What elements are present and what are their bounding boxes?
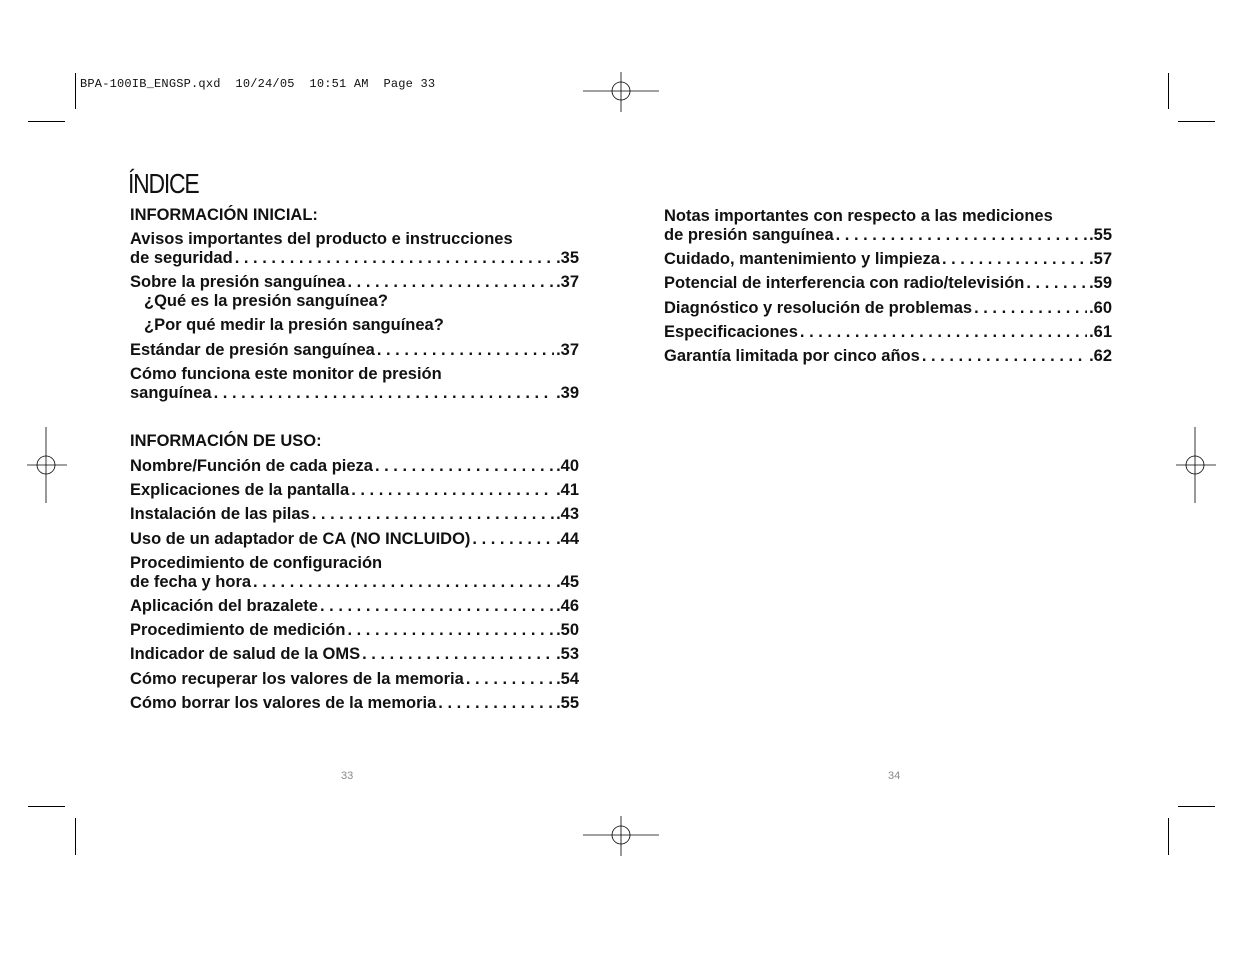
toc-entry-label: Procedimiento de medición [130, 621, 346, 639]
toc-entry[interactable] [130, 457, 579, 476]
toc-entry[interactable] [130, 554, 579, 592]
toc-entry-label: Cómo recuperar los valores de la memoria [130, 670, 464, 688]
toc-entry[interactable] [130, 597, 579, 616]
crop-mark [1178, 121, 1215, 122]
toc-entry-label: Cómo borrar los valores de la memoria [130, 694, 437, 712]
toc-entry-label: Nombre/Función de cada pieza [130, 457, 373, 475]
toc-entry-label: Sobre la presión sanguínea [130, 273, 346, 291]
print-slug: BPA-100IB_ENGSP.qxd 10/24/05 10:51 AM Page 33 [80, 77, 436, 91]
toc-entry-label: Estándar de presión sanguínea [130, 341, 375, 359]
toc-entry[interactable] [130, 505, 579, 524]
toc-entry[interactable] [130, 341, 579, 360]
toc-entry-label: Potencial de interferencia con radio/televisión [664, 274, 1025, 292]
toc-entry-label: Uso de un adaptador de CA (NO INCLUIDO) [130, 530, 471, 548]
toc-page-number: .60 [1089, 299, 1112, 317]
toc-entry-label: Aplicación del brazalete [130, 597, 318, 615]
toc-entry[interactable] [664, 323, 1112, 342]
toc-entry-label: de seguridad [130, 249, 233, 267]
toc-page-number: .62 [1089, 347, 1112, 365]
toc-entry-label: Diagnóstico y resolución de problemas [664, 299, 973, 317]
page-title: ÍNDICE [128, 168, 199, 199]
toc-page-number: .37 [556, 341, 579, 359]
toc-entry[interactable] [130, 481, 579, 500]
toc-page-number: .40 [556, 457, 579, 475]
registration-mark-top [583, 72, 659, 112]
toc-page-number: .61 [1089, 323, 1112, 341]
toc-entry-label: Garantía limitada por cinco años [664, 347, 920, 365]
crop-mark [75, 818, 76, 855]
section-heading: INFORMACIÓN DE USO: [130, 432, 322, 450]
toc-page-number: .46 [556, 597, 579, 615]
toc-page-number: .37 [556, 273, 579, 291]
page-number-left: 33 [341, 770, 354, 782]
registration-mark-right [1176, 427, 1216, 503]
toc-page-number: .54 [556, 670, 579, 688]
toc-entry-line: Cómo funciona este monitor de presión [130, 365, 442, 383]
toc-entry[interactable] [130, 273, 579, 292]
toc-entry-label: Indicador de salud de la OMS [130, 645, 361, 663]
toc-subentry[interactable]: ¿Qué es la presión sanguínea? [144, 292, 388, 310]
registration-mark-left [27, 427, 67, 503]
toc-page-number: .39 [556, 384, 579, 402]
toc-entry-line: Notas importantes con respecto a las mediciones [664, 207, 1053, 225]
crop-mark [28, 806, 65, 807]
toc-entry[interactable] [664, 250, 1112, 269]
toc-entry-label: sanguínea [130, 384, 212, 402]
toc-entry-label: de fecha y hora [130, 573, 252, 591]
toc-entry[interactable] [130, 230, 579, 268]
toc-entry-label: Especificaciones [664, 323, 798, 341]
toc-entry[interactable] [664, 299, 1112, 318]
toc-entry-label: de presión sanguínea [664, 226, 834, 244]
toc-page-number: .45 [556, 573, 579, 591]
toc-entry-label: Explicaciones de la pantalla [130, 481, 350, 499]
toc-entry[interactable] [130, 365, 579, 403]
toc-page-number: .55 [1089, 226, 1112, 244]
toc-page-number: .55 [556, 694, 579, 712]
page-number-right: 34 [888, 770, 901, 782]
toc-page-number: .57 [1089, 250, 1112, 268]
crop-mark [1178, 806, 1215, 807]
crop-mark [1168, 818, 1169, 855]
toc-entry[interactable] [130, 694, 579, 713]
crop-mark [75, 73, 76, 109]
toc-page-number: .44 [556, 530, 579, 548]
toc-page-number: .35 [556, 249, 579, 267]
crop-mark [28, 121, 65, 122]
toc-entry[interactable] [130, 670, 579, 689]
toc-entry[interactable] [664, 207, 1112, 245]
toc-page-number: .59 [1089, 274, 1112, 292]
toc-subentry[interactable]: ¿Por qué medir la presión sanguínea? [144, 316, 444, 334]
toc-entry-label: Instalación de las pilas [130, 505, 310, 523]
toc-page-number: .53 [556, 645, 579, 663]
registration-mark-bottom [583, 816, 659, 856]
crop-mark [1168, 73, 1169, 109]
toc-entry[interactable] [664, 347, 1112, 366]
toc-entry[interactable] [130, 530, 579, 549]
toc-page-number: .43 [556, 505, 579, 523]
toc-entry-line: Procedimiento de configuración [130, 554, 383, 572]
toc-page-number: .50 [556, 621, 579, 639]
toc-entry[interactable] [664, 274, 1112, 293]
toc-page-number: .41 [556, 481, 579, 499]
section-heading: INFORMACIÓN INICIAL: [130, 206, 318, 224]
toc-entry[interactable] [130, 621, 579, 640]
toc-entry-label: Cuidado, mantenimiento y limpieza [664, 250, 940, 268]
toc-entry-line: Avisos importantes del producto e instrucciones [130, 230, 513, 248]
toc-entry[interactable] [130, 645, 579, 664]
